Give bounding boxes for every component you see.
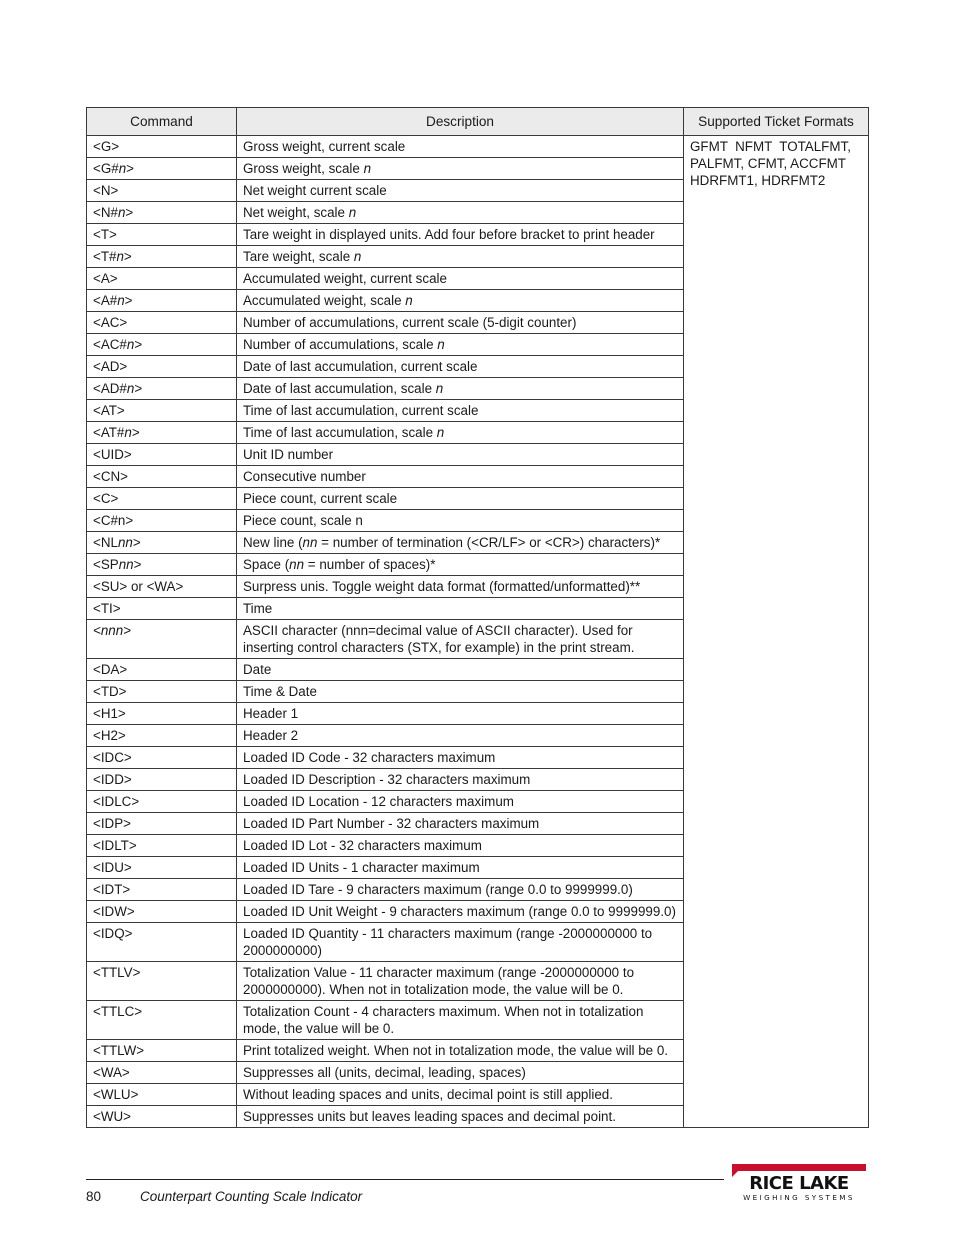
command-cell: <G#n> [87,158,237,180]
command-cell: <C> [87,488,237,510]
description-cell: Header 1 [237,703,684,725]
description-cell: Loaded ID Lot - 32 characters maximum [237,835,684,857]
italic-variable: nn [118,557,134,572]
header-description: Description [237,108,684,136]
italic-variable: n [117,293,125,308]
header-command: Command [87,108,237,136]
command-cell [87,620,237,659]
command-cell: <G> [87,136,237,158]
italic-variable: nn [302,535,318,550]
description-cell: Date of last accumulation, current scale [237,356,684,378]
footer-divider [86,1179,724,1180]
description-cell: Consecutive number [237,466,684,488]
command-cell: <IDD> [87,769,237,791]
command-cell: <H2> [87,725,237,747]
description-cell: Surpress unis. Toggle weight data format (formatted/unformatted)** [237,576,684,598]
description-cell: ASCII character (nnn=decimal value of ASCII character). Used for inserting control characters (STX, for example) in the print stream. [237,620,684,659]
description-cell: Tare weight, scale n [237,246,684,268]
command-cell: <N> [87,180,237,202]
description-cell: Totalization Value - 11 character maximum (range -2000000000 to 2000000000). When not in totalization mode, the value will be 0. [237,962,684,1001]
description-cell: Piece count, current scale [237,488,684,510]
description-cell: Tare weight in displayed units. Add four before bracket to print header [237,224,684,246]
description-cell: Space (nn = number of spaces)* [237,554,684,576]
command-cell: <H1> [87,703,237,725]
table-body [87,136,869,1128]
description-cell: Time [237,598,684,620]
command-cell: <NLnn> [87,532,237,554]
rice-lake-logo-icon [728,1164,870,1204]
document-title: Counterpart Counting Scale Indicator [140,1189,363,1204]
command-cell: <IDP> [87,813,237,835]
command-cell: <IDQ> [87,923,237,962]
command-cell: <A> [87,268,237,290]
italic-variable: n [363,161,372,176]
description-cell: Totalization Count - 4 characters maximum. When not in totalization mode, the value will be 0. [237,1001,684,1040]
supported-formats-cell [684,136,869,1128]
italic-variable: n [435,381,444,396]
description-cell: Accumulated weight, current scale [237,268,684,290]
description-cell: Loaded ID Part Number - 32 characters maximum [237,813,684,835]
formats-line: GFMT NFMT TOTALFMT, [690,139,851,154]
command-cell: <AC> [87,312,237,334]
command-cell: <AT#n> [87,422,237,444]
description-cell: Time of last accumulation, scale n [237,422,684,444]
description-cell: Date [237,659,684,681]
command-cell: <SU> or <WA> [87,576,237,598]
command-cell: <T> [87,224,237,246]
description-cell: Loaded ID Code - 32 characters maximum [237,747,684,769]
description-cell: Time of last accumulation, current scale [237,400,684,422]
description-cell: Unit ID number [237,444,684,466]
italic-variable: n [126,337,135,352]
command-cell: <AT> [87,400,237,422]
command-cell: <UID> [87,444,237,466]
description-cell: Net weight, scale n [237,202,684,224]
italic-variable: n [117,205,126,220]
command-cell: <TI> [87,598,237,620]
description-cell: Gross weight, scale n [237,158,684,180]
description-cell: Piece count, scale n [237,510,684,532]
italic-variable: n [116,249,124,264]
description-cell: Time & Date [237,681,684,703]
description-cell: Date of last accumulation, scale n [237,378,684,400]
description-cell: Loaded ID Description - 32 characters maximum [237,769,684,791]
logo-brand-text: RICE LAKE [749,1173,849,1194]
description-cell: Number of accumulations, current scale (5-digit counter) [237,312,684,334]
page-number: 80 [86,1189,102,1204]
description-cell: Without leading spaces and units, decimal point is still applied. [237,1084,684,1106]
command-cell: <TTLV> [87,962,237,1001]
command-cell: <N#n> [87,202,237,224]
table-header-row [87,108,869,136]
description-cell: Suppresses all (units, decimal, leading, spaces) [237,1062,684,1084]
table-row [87,136,869,158]
description-cell: Loaded ID Location - 12 characters maximum [237,791,684,813]
description-cell: Net weight current scale [237,180,684,202]
command-cell: <CN> [87,466,237,488]
command-cell: <AD#n> [87,378,237,400]
command-cell: <WU> [87,1106,237,1128]
italic-variable: n [126,381,135,396]
logo-sub-text: WEIGHING SYSTEMS [743,1193,855,1202]
command-cell: <DA> [87,659,237,681]
italic-variable: nn [289,557,305,572]
command-cell: <TTLC> [87,1001,237,1040]
description-cell: Print totalized weight. When not in totalization mode, the value will be 0. [237,1040,684,1062]
header-formats: Supported Ticket Formats [684,108,869,136]
italic-variable: nn [117,535,133,550]
command-cell: <IDLC> [87,791,237,813]
command-cell: <IDW> [87,901,237,923]
command-cell: <TD> [87,681,237,703]
command-cell: <A#n> [87,290,237,312]
description-cell: New line (nn = number of termination (<CR/LF> or <CR>) characters)* [237,532,684,554]
command-cell: <IDLT> [87,835,237,857]
command-cell: <SPnn> [87,554,237,576]
command-cell: <AC#n> [87,334,237,356]
command-cell: <C#n> [87,510,237,532]
command-table [86,107,869,1128]
description-cell: Number of accumulations, scale n [237,334,684,356]
italic-variable: n [348,205,357,220]
description-cell: Suppresses units but leaves leading spaces and decimal point. [237,1106,684,1128]
description-cell: Accumulated weight, scale n [237,290,684,312]
italic-variable: n [124,425,132,440]
command-cell: <T#n> [87,246,237,268]
description-cell: Header 2 [237,725,684,747]
command-cell: <IDU> [87,857,237,879]
italic-variable: n [437,337,445,352]
command-cell: <WA> [87,1062,237,1084]
description-cell: Loaded ID Units - 1 character maximum [237,857,684,879]
description-cell: Loaded ID Quantity - 11 characters maximum (range -2000000000 to 2000000000) [237,923,684,962]
command-cell: <IDC> [87,747,237,769]
italic-variable: n [436,425,445,440]
command-cell: <TTLW> [87,1040,237,1062]
command-cell: <AD> [87,356,237,378]
italic-variable: n [353,249,362,264]
formats-line: HDRFMT1, HDRFMT2 [690,173,826,188]
description-cell: Loaded ID Unit Weight - 9 characters maximum (range 0.0 to 9999999.0) [237,901,684,923]
italic-variable: <nnn> [93,623,131,638]
formats-line: PALFMT, CFMT, ACCFMT [690,156,846,171]
command-cell: <WLU> [87,1084,237,1106]
italic-variable: n [405,293,413,308]
description-cell: Loaded ID Tare - 9 characters maximum (range 0.0 to 9999999.0) [237,879,684,901]
description-cell: Gross weight, current scale [237,136,684,158]
command-cell: <IDT> [87,879,237,901]
italic-variable: n [118,161,127,176]
